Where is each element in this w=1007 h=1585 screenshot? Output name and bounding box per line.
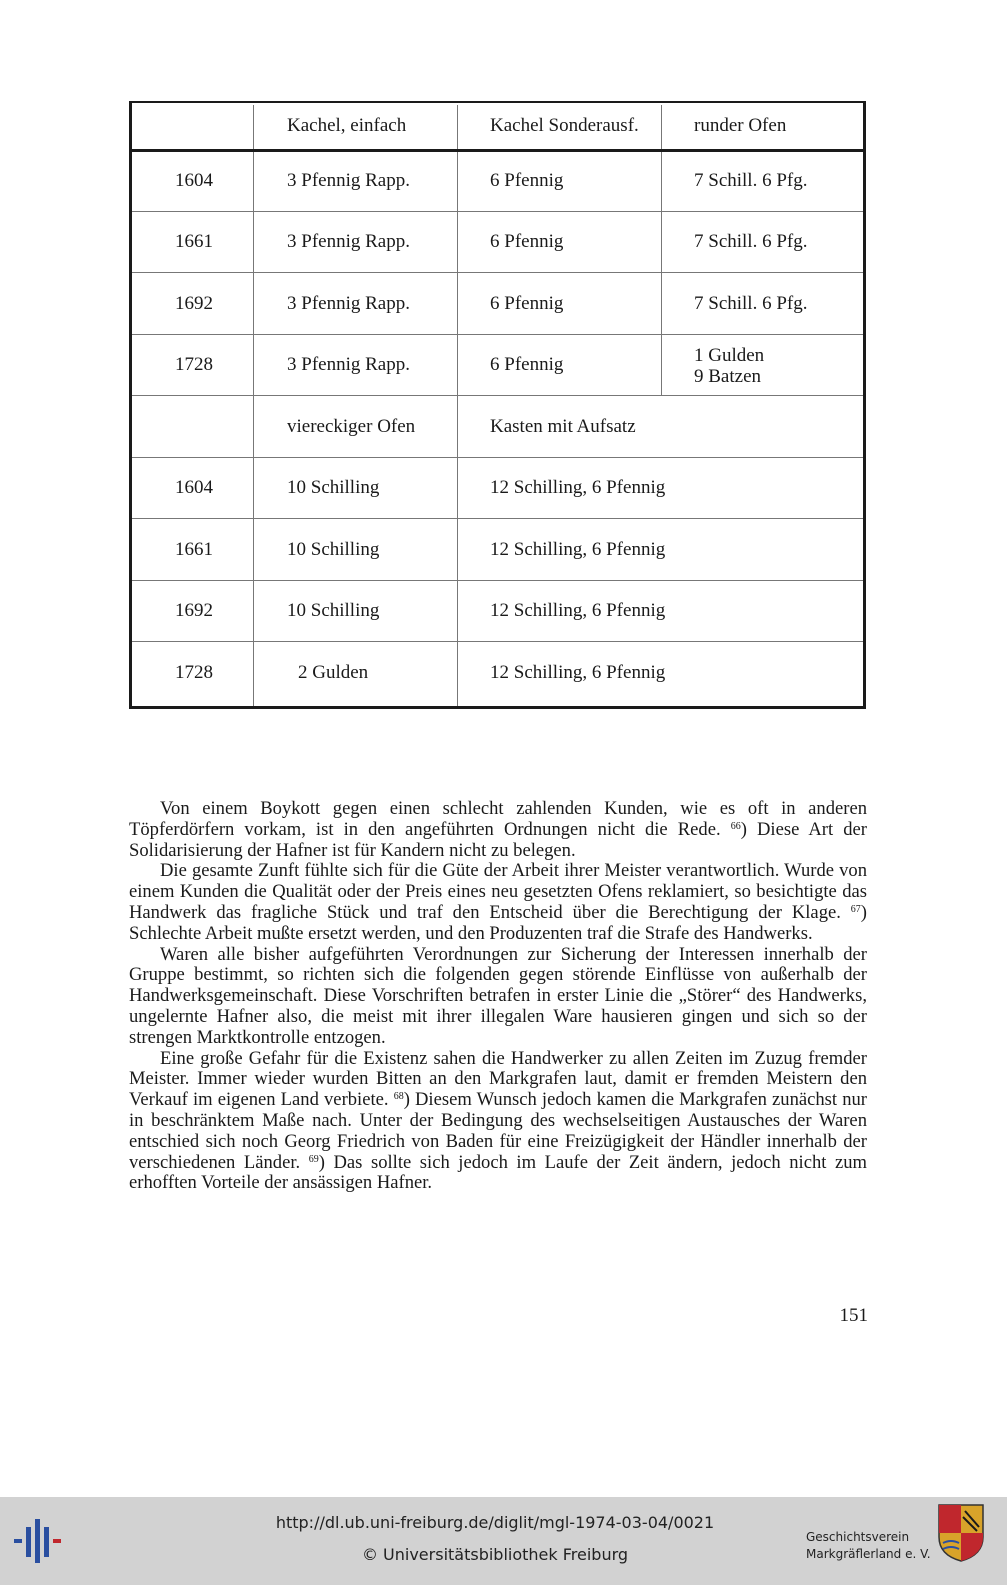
column-divider (457, 105, 458, 706)
header-kachel-sonderausf: Kachel Sonderausf. (490, 115, 639, 136)
body-text (129, 799, 867, 1194)
header-kasten-mit-aufsatz: Kasten mit Aufsatz (490, 416, 636, 437)
row-rule (132, 211, 863, 212)
column-divider (253, 105, 254, 706)
price-cell: 3 Pfennig Rapp. (287, 354, 410, 375)
year-cell: 1728 (175, 662, 213, 683)
price-cell: 9 Batzen (694, 366, 762, 387)
footnote-ref[interactable]: 67 (850, 903, 861, 915)
row-rule (132, 334, 863, 335)
header-rule (132, 149, 863, 152)
price-cell: 7 Schill. 6 Pfg. (694, 231, 808, 252)
price-cell: 10 Schilling (287, 600, 380, 621)
price-cell: 10 Schilling (287, 539, 380, 560)
paragraph: Die gesamte Zunft fühlte sich für die Güte der Arbeit ihrer Meister verantwortlich. Wurde von einem Kunden die Qualität oder der Preis eines neu gesetzten Ofens reklamiert, so besichtigte das Handwerk das fragliche Stück und traf den Entscheid über die Berechtigung der Klage. $^{67}$) Schlechte Arbeit mußte ersetzt werden, und den Produzenten traf die Strafe des Handwerks. (129, 860, 867, 944)
society-crest-icon (937, 1503, 985, 1563)
society-line-1: Geschichtsverein (806, 1530, 910, 1544)
year-cell: 1728 (175, 354, 213, 375)
price-cell: 10 Schilling (287, 477, 380, 498)
price-cell: 6 Pfennig (490, 293, 564, 314)
year-cell: 1661 (175, 231, 213, 252)
copyright-notice: © Universitätsbibliothek Freiburg (361, 1545, 629, 1564)
year-cell: 1692 (175, 293, 213, 314)
price-cell: 6 Pfennig (490, 170, 564, 191)
price-cell: 12 Schilling, 6 Pfennig (490, 477, 666, 498)
society-name (806, 1529, 931, 1563)
footnote-ref[interactable]: 69 (308, 1153, 319, 1165)
price-cell: 7 Schill. 6 Pfg. (694, 170, 808, 191)
row-rule (132, 272, 863, 273)
header-kachel-einfach: Kachel, einfach (287, 115, 407, 136)
row-rule (132, 457, 863, 458)
price-table (129, 101, 866, 709)
price-cell: 6 Pfennig (490, 231, 564, 252)
row-rule (132, 395, 863, 396)
year-cell: 1692 (175, 600, 213, 621)
society-line-2: Markgräflerland e. V. (806, 1547, 931, 1561)
price-cell: 3 Pfennig Rapp. (287, 231, 410, 252)
row-rule (132, 641, 863, 642)
footnote-ref[interactable]: 66 (730, 820, 741, 832)
price-cell: 6 Pfennig (490, 354, 564, 375)
page-number: 151 (839, 1305, 868, 1326)
year-cell: 1604 (175, 170, 213, 191)
year-cell: 1604 (175, 477, 213, 498)
year-cell: 1661 (175, 539, 213, 560)
header-viereckiger-ofen: viereckiger Ofen (287, 416, 416, 437)
paragraph: Von einem Boykott gegen einen schlecht zahlenden Kunden, wie es oft in anderen Töpferdörfern vorkam, ist in den angeführten Ordnungen nicht die Rede. $^{66}$) Diese Art der Solidarisierung der Hafner ist für Kandern nicht zu belegen. (129, 798, 867, 861)
price-cell: 1 Gulden (694, 345, 765, 366)
paragraph: Eine große Gefahr für die Existenz sahen die Handwerker zu allen Zeiten im Zuzug fremder Meister. Immer wieder wurden Bitten an den Markgrafen laut, damit er fremden Meistern den Verkauf im eigenen Land verbiete. $^{68}$) Diesem Wunsch jedoch kamen die Markgrafen zunächst nur in beschränktem Maße nach. Unter der Bedingung des wechselseitigen Austausches der Waren entschied sich noch Georg Friedrich von Baden für eine Freizügigkeit der Händler innerhalb der verschiedenen Länder. $^{69}$) Das sollte sich jedoch im Laufe der Zeit ändern, jedoch nicht zum erhofften Vorteile der ansässigen Hafner. (129, 1047, 867, 1194)
price-cell: 3 Pfennig Rapp. (287, 293, 410, 314)
price-cell: 7 Schill. 6 Pfg. (694, 293, 808, 314)
footnote-ref[interactable]: 68 (393, 1091, 404, 1103)
document-url-link[interactable]: http://dl.ub.uni-freiburg.de/diglit/mgl-1974-03-04/0021 (275, 1513, 715, 1532)
price-cell: 2 Gulden (298, 662, 369, 683)
footer-bar (0, 1497, 1007, 1585)
price-cell: 12 Schilling, 6 Pfennig (490, 539, 666, 560)
row-rule (132, 580, 863, 581)
price-cell: 12 Schilling, 6 Pfennig (490, 662, 666, 683)
price-cell: 12 Schilling, 6 Pfennig (490, 600, 666, 621)
price-cell: 3 Pfennig Rapp. (287, 170, 410, 191)
header-runder-ofen: runder Ofen (694, 115, 787, 136)
paragraph: Waren alle bisher aufgeführten Verordnungen zur Sicherung der Interessen innerhalb der Gruppe bestimmt, so richten sich die folgenden gegen störende Einflüsse von außerhalb der Handwerksgemeinschaft. Diese Vorschriften betrafen in erster Linie die „Störer“ des Handwerks, ungelernte Hafner also, die meist mit ihrer illegalen Ware hausieren gingen und sich so der strengen Marktkontrolle entzogen. (129, 943, 867, 1048)
row-rule (132, 518, 863, 519)
